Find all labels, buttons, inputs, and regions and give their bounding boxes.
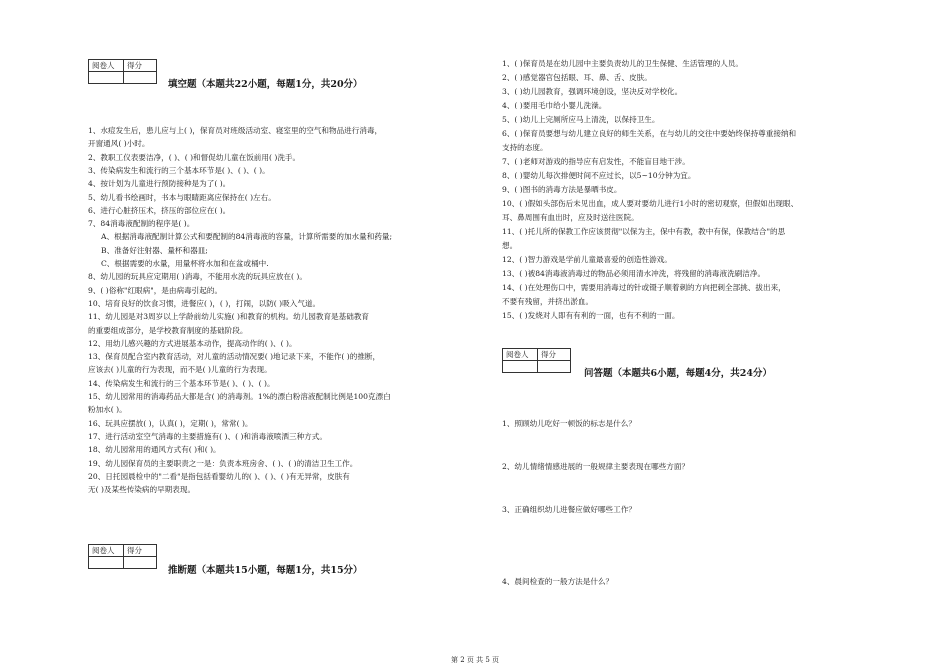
fill-question-line: 19、幼儿园保育员的主要职责之一是：负责本班房舍、( )、( )的清洁卫生工作。 — [88, 458, 358, 468]
fill-question-line: 3、传染病发生和流行的三个基本环节是( )、( )、( )。 — [88, 165, 270, 175]
reviewer-label: 阅卷人 — [89, 545, 124, 557]
judge-question-line: 6、( )保育员要想与幼儿建立良好的师生关系，在与幼儿的交往中要始终保持尊重接纳和 — [502, 129, 797, 138]
fill-question-line: A、根据消毒液配制计算公式和要配制的84消毒液的容量，计算所需要的加水量和药量; — [101, 232, 393, 242]
judge-question-line: 14、( )在处理伤口中，需要用消毒过的针或镊子顺着刺的方向把刺全部挑、拔出来， — [502, 283, 786, 292]
fill-section-title: 填空题（本题共22小题，每题1分，共20分） — [168, 79, 363, 90]
fill-question-line: 4、按计划为儿童进行预防接种是为了( )。 — [88, 179, 231, 189]
judge-question-line: 13、( )被84消毒液消毒过的物品必须用清水冲洗，将残留的消毒液洗刷洁净。 — [502, 269, 766, 278]
reviewer-cell[interactable] — [89, 72, 124, 84]
fill-question-line: 1、水痘发生后，患儿应与上( )，保育员对班级活动室、寝室里的空气和物品进行消毒， — [88, 126, 383, 135]
qa-question-4: 4、晨间检查的一般方法是什么？ — [502, 577, 614, 586]
fill-question-line: 14、传染病发生和流行的三个基本环节是( )、( )、( )。 — [88, 378, 275, 388]
fill-question-line: 7、84消毒液配制的程序是( )。 — [88, 219, 195, 229]
fill-question-line: 开窗通风( )小时。 — [88, 139, 150, 149]
judge-question-line: 15、( )发烧对人即有有利的一面，也有不利的一面。 — [502, 311, 680, 320]
judge-question-line: 11、( )托儿所的保教工作应该贯彻"以保为主，保中有教，教中有保，保教结合"的思 — [502, 227, 786, 236]
qa-question-3: 3、正确组织幼儿进餐应做好哪些工作？ — [502, 505, 636, 514]
score-label: 得分 — [538, 349, 571, 361]
score-box-judge — [88, 544, 157, 569]
qa-section-title: 问答题（本题共6小题，每题4分，共24分） — [584, 368, 772, 379]
judge-question-line: 4、( )要用毛巾给小婴儿洗澡。 — [502, 101, 607, 110]
fill-question-line: 18、幼儿园常用的通风方式有( )和( )。 — [88, 445, 221, 455]
fill-question-line: 5、幼儿看书绘画时，书本与眼睛距离应保持在( )左右。 — [88, 192, 276, 202]
judge-question-line: 1、( )保育员是在幼儿园中主要负责幼儿的卫生保健、生活管理的人员。 — [502, 59, 743, 68]
fill-question-line: 15、幼儿园常用的消毒药品大都是含( )的消毒剂。1%的漂白粉溶液配制比例是100克漂白 — [88, 392, 391, 401]
judge-question-line: 8、( )婴幼儿每次排便时间不应过长，以5~10分钟为宜。 — [502, 171, 696, 180]
fill-question-line: 20、日托园晨检中的"二看"是指包括看婴幼儿的( )、( )、( )有无异常，皮肤有 — [88, 471, 350, 481]
fill-question-line: 粉加水( )。 — [88, 405, 127, 415]
score-label: 得分 — [124, 545, 157, 557]
judge-question-line: 7、( )老师对游戏的指导应有启发性，不能盲目地干涉。 — [502, 157, 690, 166]
judge-question-line: 3、( )幼儿园教育，强调环境创设，坚决反对学校化。 — [502, 87, 683, 96]
fill-question-line: B、准备好注射器、量杯和器皿; — [101, 245, 208, 255]
fill-question-line: 13、保育员配合室内教育活动，对儿童的活动情况要( )地记录下来，不能作( )的推断， — [88, 352, 381, 362]
reviewer-label: 阅卷人 — [89, 60, 124, 72]
score-cell[interactable] — [124, 72, 157, 84]
fill-question-line: 2、教职工仪表要洁净，( )、( )和督促幼儿童在饭前用( )洗手。 — [88, 152, 301, 162]
judge-question-line: 支持的态度。 — [502, 143, 548, 152]
score-box-qa — [502, 348, 571, 373]
judge-section-title: 推断题（本题共15小题，每题1分，共15分） — [168, 565, 363, 576]
judge-question-line: 9、( )图书的消毒方法是暴晒书皮。 — [502, 185, 622, 194]
score-label: 得分 — [124, 60, 157, 72]
fill-question-line: 12、用幼儿感兴趣的方式进展基本动作，提高动作的( )、( )。 — [88, 338, 297, 348]
score-cell[interactable] — [124, 557, 157, 569]
score-cell[interactable] — [538, 361, 571, 373]
fill-question-line: 6、进行心脏挤压术，挤压的部位应在( )。 — [88, 205, 231, 215]
fill-question-line: 11、幼儿园是对3周岁以上学龄前幼儿实施( )和教育的机构。幼儿园教育是基础教育 — [88, 312, 370, 322]
judge-question-line: 耳、鼻周围有血出时，应及时送往医院。 — [502, 213, 639, 222]
judge-question-line: 5、( )幼儿上完厕所应马上清洗，以保持卫生。 — [502, 115, 660, 124]
fill-question-line: 8、幼儿园的玩具应定期用( )消毒，不能用水洗的玩具应放在( )。 — [88, 272, 307, 282]
reviewer-cell[interactable] — [503, 361, 538, 373]
fill-question-line: 17、进行活动室空气消毒的主要措施有( )、( )和消毒液喷洒三种方式。 — [88, 431, 327, 441]
judge-question-line: 想。 — [502, 241, 518, 250]
judge-question-line: 10、( )假如头部伤后未见出血，成人要对要幼儿进行1小时的密切观察，但假如出现眼、 — [502, 199, 799, 208]
reviewer-label: 阅卷人 — [503, 349, 538, 361]
fill-question-line: 16、玩具应摆放( )，认真( )，定期( )，常常( )。 — [88, 418, 253, 428]
qa-question-1: 1、照顾幼儿吃好一顿饭的标志是什么？ — [502, 419, 636, 428]
fill-question-line: 9、( )俗称"红眼病"，是由病毒引起的。 — [88, 285, 223, 295]
reviewer-cell[interactable] — [89, 557, 124, 569]
score-box-fill — [88, 59, 157, 84]
fill-question-line: 10、培育良好的饮食习惯，进餐应( )，( )，打闹，以防( )吸入气道。 — [88, 298, 321, 308]
judge-question-line: 12、( )智力游戏是学前儿童最喜爱的创造性游戏。 — [502, 255, 672, 264]
fill-question-line: 无( )及某些传染病的早期表现。 — [88, 485, 196, 495]
fill-question-line: C、根据需要的水量，用量杯将水加和在盆或桶中. — [101, 259, 269, 268]
fill-question-line: 应该去( )儿童的行为表现，而不是( )儿童的行为表现。 — [88, 365, 272, 375]
fill-question-line: 的重要组成部分，是学校教育制度的基础阶段。 — [88, 325, 248, 335]
qa-question-2: 2、幼儿情绪情感进展的一般规律主要表现在哪些方面？ — [502, 462, 690, 471]
judge-question-line: 不要有残留，并挤出淤血。 — [502, 297, 594, 306]
page-footer: 第 2 页 共 5 页 — [450, 656, 500, 664]
judge-question-line: 2、( )感觉器官包括眼、耳、鼻、舌、皮肤。 — [502, 73, 652, 82]
